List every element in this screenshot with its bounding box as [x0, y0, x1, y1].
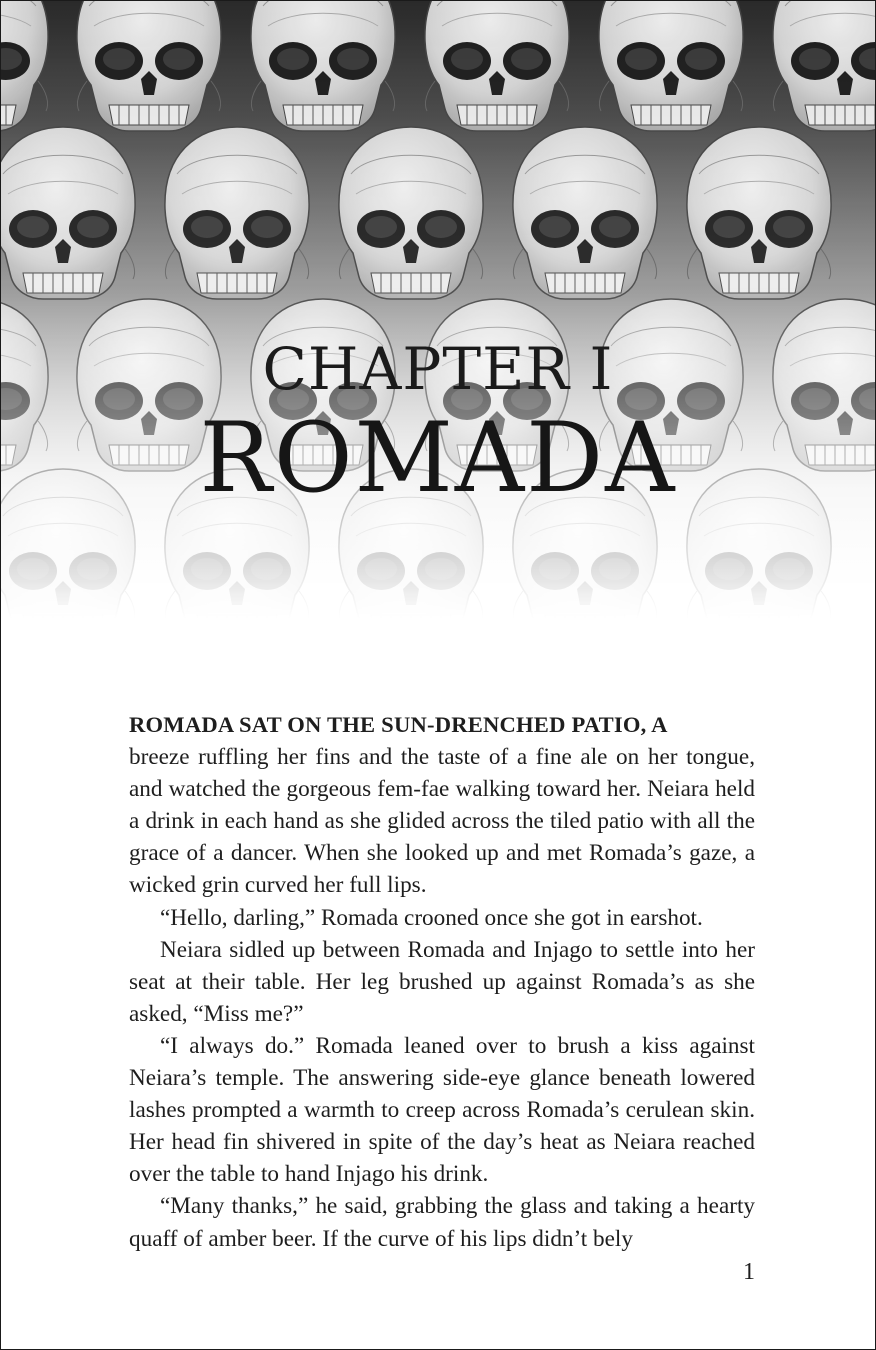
paragraph-4: “I always do.” Romada leaned over to brush a kiss against Neiara’s temple. The answering side-eye glance beneath lowered lashes prompted a warmth to creep across Romada’s cerulean skin. Her head fin shivered in spite of the day’s heat as Neiara reached over the table to hand Injago his drink.: [129, 1032, 755, 1188]
skull-pattern-icon: [1, 1, 875, 651]
paragraph-3: Neiara sidled up between Romada and Injago to settle into her seat at their table. Her leg brushed up against Romada’s as she asked, “Miss me?”: [129, 936, 755, 1027]
paragraph-2: “Hello, darling,” Romada crooned once she got in earshot.: [160, 904, 703, 931]
paragraph-1: breeze ruffling her fins and the taste of a fine ale on her tongue, and watched the gorgeous fem-fae walking toward her. Neiara held a drink in each hand as she glided across the tiled patio with all the grace of a dancer. When she looked up and met Romada’s gaze, a wicked grin curved her full lips.: [129, 744, 755, 899]
chapter-body: [129, 709, 755, 1255]
chapter-label: CHAPTER I: [262, 335, 614, 403]
lead-in-caps: ROMADA SAT ON THE SUN-DRENCHED PATIO, A: [129, 712, 668, 737]
paragraph-5: “Many thanks,” he said, grabbing the glass and taking a hearty quaff of amber beer. If the curve of his lips didn’t bely: [129, 1193, 755, 1252]
chapter-title: ROMADA: [199, 402, 677, 514]
page-number: 1: [743, 1259, 755, 1285]
